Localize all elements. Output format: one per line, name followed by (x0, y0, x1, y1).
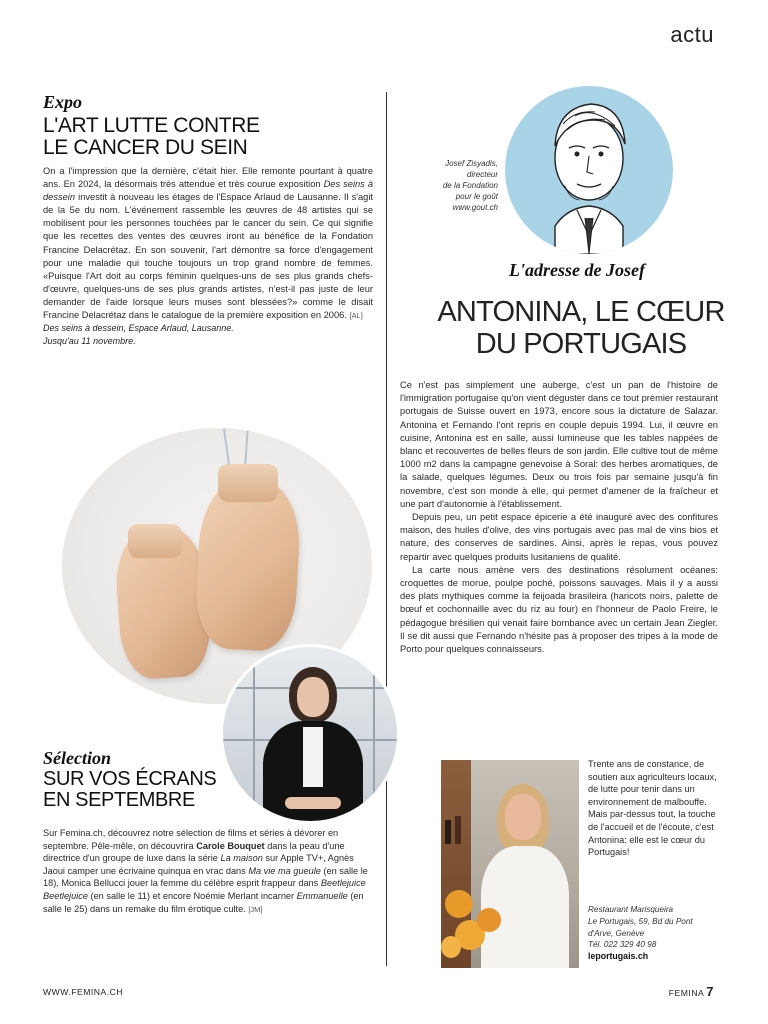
expo-meta-line1: Des seins à dessein, Espace Arlaud, Lausanne. (43, 323, 234, 334)
selection-headline (43, 769, 219, 811)
selection-body (43, 827, 373, 916)
expo-body (43, 165, 373, 322)
selection-text: (en salle le 18), Monica Bellucci jouer la femme du célèbre esprit frappeur dans (43, 865, 368, 889)
main-headline-line1: ANTONINA, LE CŒUR (437, 296, 725, 328)
antonina-photo (441, 760, 579, 968)
caption-line: de la Fondation (442, 181, 498, 190)
selection-text: sur Apple TV+, Agnès Jaoui camper une écrivaine quinqua en vrac dans (43, 853, 354, 876)
white-shirt (303, 727, 323, 787)
face (297, 677, 329, 717)
expo-headline-line1: L'ART LUTTE CONTRE (43, 114, 260, 137)
column-divider (386, 92, 387, 966)
main-paragraph-2: Depuis peu, un petit espace épicerie a été inauguré avec des confitures maison, des huiles d'olive, des vins portugais avec pas mal de vins bios et nature, des conserves de sardines. Ainsi, après le repas, vous pouvez repartir avec quelques produits lusitaniens de qualité. (400, 512, 718, 562)
restaurant-info (588, 904, 718, 963)
conclusion-text: Trente ans de constance, de soutien aux agriculteurs locaux, de lutte pour tenir dans un environnement de malbouffe. Mais par-dessus tout, la touche de l'accueil et de l'écoute, c'est Antonina: elle est le cœur du Portugais! (588, 759, 717, 858)
expo-article (43, 92, 373, 347)
restaurant-address: d'Arve, Genève (588, 928, 645, 938)
footer-folio (669, 984, 714, 999)
expo-body-p1: On a l'impression que la dernière, c'était hier. Elle remonte pourtant à quatre ans. En 2024, la désormais très attendue et très courue exposition (43, 166, 373, 190)
josef-sketch-icon (505, 86, 673, 254)
selection-author: [JM] (248, 904, 263, 914)
selection-text: Sur Femina.ch, découvrez notre sélection de films et séries à dévorer en septembre. Pêle-mêle, on découvrira (43, 828, 339, 851)
expo-body-p2: investit à nouveau les étages de l'Espace Arlaud de Lausanne. Il s'agit de la 5e du nom. L'événement rassemble les œuvres de 48 artistes qui se mobilisent pour les personnes touchées par le cancer du sein. Ce qui signifie que les recettes des ventes des œuvres iront au bénéfice de la Fondation Francine Delacrétaz. En son souvenir, l'art démontre sa force d'engagement pour une maladie qui touche toujours un trop grand nombre de femmes. «Puisque l'Art doit au corps féminin quelques-uns de ses plus grands chefs-d'œuvre, quelques-uns de ses plus grands artistes, n'est-il pas juste de leur demander de l'aide lorsque leurs muses sont blessées?» comme le disait Francine Delacrétaz dans le catalogue de la première exposition en 2006. (43, 192, 373, 321)
sunflower (441, 936, 461, 958)
caption-website: www.gout.ch (452, 203, 498, 212)
main-headline-line2: DU PORTUGAIS (475, 328, 687, 360)
selection-heading (43, 748, 219, 811)
caption-line: pour le goût (455, 192, 498, 201)
expo-author: [AL] (349, 311, 363, 321)
hands (285, 797, 341, 809)
bottle (445, 820, 451, 844)
film-title: Beetlejuice Beetlejuice (43, 878, 366, 901)
footer-magazine-name: FEMINA (668, 988, 705, 998)
glove-cuff (218, 464, 278, 502)
film-title: Ma vie ma gueule (248, 865, 321, 876)
josef-illustration (505, 86, 673, 254)
selection-text: (en salle le 11) et encore Noémie Merlant incarner (90, 890, 295, 901)
film-title: Emmanuelle (296, 890, 348, 901)
expo-kicker: Expo (43, 92, 83, 112)
sunflower (445, 890, 473, 918)
sunflower (477, 908, 501, 932)
main-article-body (400, 379, 718, 656)
expo-headline (43, 115, 373, 159)
caption-line: directeur (466, 170, 498, 179)
face (505, 794, 541, 840)
window-frame (373, 647, 375, 824)
restaurant-phone: Tél. 022 329 40 98 (588, 940, 657, 950)
white-dress (481, 846, 569, 968)
expo-meta (43, 322, 373, 347)
expo-meta-line2: Jusqu'au 11 novembre. (43, 335, 136, 346)
right-boxing-glove (194, 477, 303, 652)
selection-headline-line2: EN SEPTEMBRE (43, 789, 195, 811)
actress-portrait-photo (220, 644, 400, 824)
restaurant-address: Le Portugais, 59, Bd du Pont (588, 916, 693, 926)
main-paragraph-1: Ce n'est pas simplement une auberge, c'est un pan de l'histoire de l'immigration portugaise qu'on vient déguster dans ce tout premier restaurant portugais de Suisse ouvert en 1973, encore sous la dictature de Salazar. Antonina et Fernando l'ont repris en couple depuis 1994. Lui, il œuvre en cuisine, Antonina est en salle, aussi lumineuse que les tables nappées de blanc et recouvertes de belles fleurs de son jardin. Elle cultive tout de même 1000 m2 dans la campagne genevoise à Soral: des herbes aromatiques, de la salade, quelques légumes. Deux ou trois fois par semaine jusqu'à fin novembre, c'est son monde à elle, qui permet d'amener de la fraîcheur et une part d'autonomie à l'établissement. (400, 380, 718, 509)
restaurant-name: Restaurant Marisqueira (588, 905, 674, 914)
expo-exhibition-title: Des seins à dessein (43, 179, 374, 203)
main-headline (405, 296, 757, 360)
restaurant-website-link[interactable]: leportugais.ch (588, 951, 649, 962)
main-paragraph-3: La carte nous amène vers des destinations résolument océanes: croquettes de morue, poulpe poché, poissons sauvages. Mais il y a aussi des plats mythiques comme la feijoada brasileira (haricots noirs, palette de bœuf et cochonnaille avec du riz au four) en l'honneur de Paolo Freire, le pédagogue brésilien qui venait faire bombance avec un certain Jean Ziegler. Il se dit aussi que Fernando n'hésite pas à proposer des tripes à la mode de Porto pour quelques connaisseurs. (400, 564, 718, 655)
selection-text: dans la peau d'une directrice d'un groupe de luxe dans la série (43, 840, 345, 864)
expo-headline-line2: LE CANCER DU SEIN (43, 136, 248, 159)
caption-line: Josef Zisyadis, (445, 159, 498, 168)
window-frame (253, 647, 255, 824)
selection-kicker: Sélection (43, 748, 111, 768)
series-title: La maison (220, 853, 263, 864)
footer-website: WWW.FEMINA.CH (43, 987, 124, 997)
selection-text: (en salle le 25) dans un remake du film érotique culte. (43, 890, 364, 914)
selection-headline-line1: SUR VOS ÉCRANS (43, 768, 217, 790)
actress-name: Carole Bouquet (196, 840, 265, 851)
section-tag: actu (670, 22, 714, 47)
bottle (455, 816, 461, 844)
josef-kicker: L'adresse de Josef (509, 260, 645, 280)
page-number: 7 (706, 984, 714, 999)
josef-caption (402, 158, 498, 213)
glove-cuff (128, 524, 182, 558)
